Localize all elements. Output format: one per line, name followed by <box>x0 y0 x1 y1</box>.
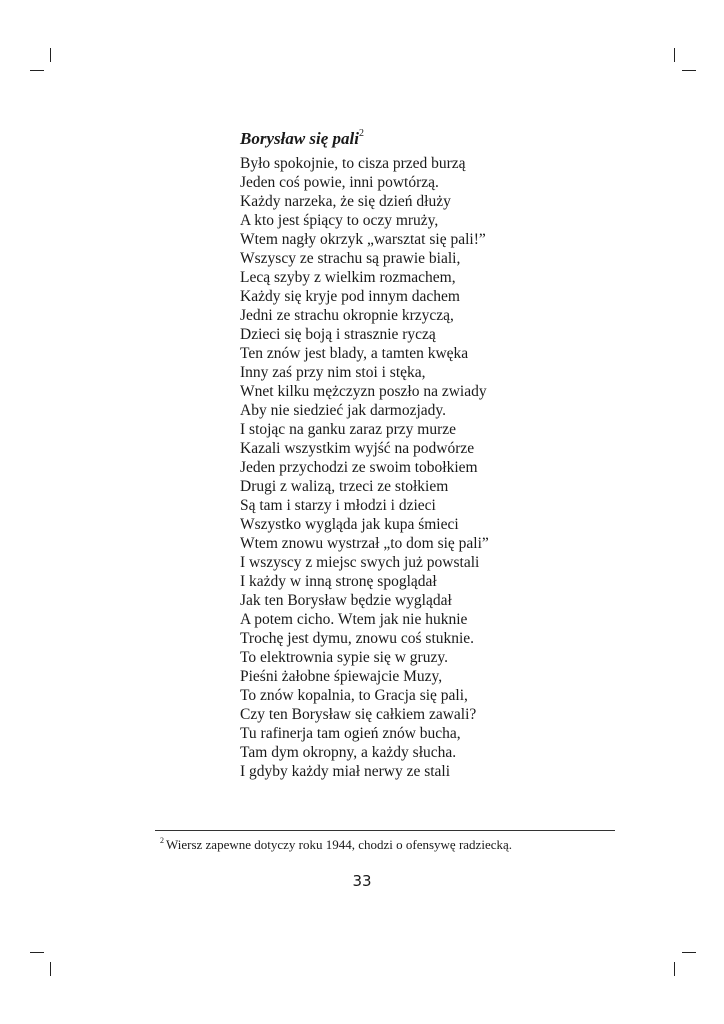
poem-line: Aby nie siedzieć jak darmozjady. <box>240 402 447 419</box>
crop-mark <box>674 48 675 62</box>
page-number: 33 <box>352 872 372 890</box>
poem-line: Tu rafinerja tam ogień znów bucha, <box>240 725 461 742</box>
crop-mark <box>674 962 675 976</box>
poem-line: To elektrownia sypie się w gruzy. <box>240 649 448 666</box>
footnote <box>160 836 512 853</box>
poem-line: A potem cicho. Wtem jak nie huknie <box>240 611 468 628</box>
poem-line: I wszyscy z miejsc swych już powstali <box>240 554 480 571</box>
poem-line: Jeden przychodzi ze swoim tobołkiem <box>240 459 478 476</box>
crop-mark <box>30 952 44 953</box>
poem-line: Wtem znowu wystrzał „to dom się pali” <box>240 535 489 552</box>
poem-line: Było spokojnie, to cisza przed burzą <box>240 155 466 172</box>
poem-line: A kto jest śpiący to oczy mruży, <box>240 212 439 229</box>
poem-line: Wszyscy ze strachu są prawie biali, <box>240 250 461 267</box>
footnote-reference: 2 <box>359 128 365 139</box>
crop-mark <box>30 70 44 71</box>
poem-line: Dzieci się boją i strasznie ryczą <box>240 326 436 343</box>
poem-line: I gdyby każdy miał nerwy ze stali <box>240 763 451 780</box>
poem-line: Jak ten Borysław będzie wyglądał <box>240 592 452 609</box>
poem-line: Jedni ze strachu okropnie krzyczą, <box>240 307 454 324</box>
poem-title-text: Borysław się pali <box>240 129 360 148</box>
crop-mark <box>682 70 696 71</box>
poem-body <box>240 154 489 781</box>
poem-line: Drugi z walizą, trzeci ze stołkiem <box>240 478 449 495</box>
poem-line: Wtem nagły okrzyk „warsztat się pali!” <box>240 231 486 248</box>
poem-line: Trochę jest dymu, znowu coś stuknie. <box>240 630 475 647</box>
crop-mark <box>50 48 51 62</box>
poem-line: Jeden coś powie, inni powtórzą. <box>240 174 439 191</box>
poem-line: To znów kopalnia, to Gracja się pali, <box>240 687 468 704</box>
poem-line: I stojąc na ganku zaraz przy murze <box>240 421 457 438</box>
poem-line: Kazali wszystkim wyjść na podwórze <box>240 440 475 457</box>
poem-line: Każdy się kryje pod innym dachem <box>240 288 460 305</box>
poem-line: Wnet kilku mężczyzn poszło na zwiady <box>240 383 487 400</box>
crop-mark <box>50 962 51 976</box>
poem-line: Tam dym okropny, a każdy słucha. <box>240 744 457 761</box>
footnote-number: 2 <box>160 836 164 845</box>
crop-mark <box>682 952 696 953</box>
poem-line: Czy ten Borysław się całkiem zawali? <box>240 706 477 723</box>
poem-title <box>240 128 364 149</box>
poem-line: Wszystko wygląda jak kupa śmieci <box>240 516 459 533</box>
poem-line: Pieśni żałobne śpiewajcie Muzy, <box>240 668 443 685</box>
footnote-text: Wiersz zapewne dotyczy roku 1944, chodzi o ofensywę radziecką. <box>166 837 512 852</box>
poem-line: Lecą szyby z wielkim rozmachem, <box>240 269 456 286</box>
poem-line: Są tam i starzy i młodzi i dzieci <box>240 497 436 514</box>
footnote-divider <box>155 830 615 831</box>
poem-line: Ten znów jest blady, a tamten kwęka <box>240 345 469 362</box>
poem-line: Każdy narzeka, że się dzień dłuży <box>240 193 451 210</box>
poem-line: Inny zaś przy nim stoi i stęka, <box>240 364 426 381</box>
poem-line: I każdy w inną stronę spoglądał <box>240 573 437 590</box>
